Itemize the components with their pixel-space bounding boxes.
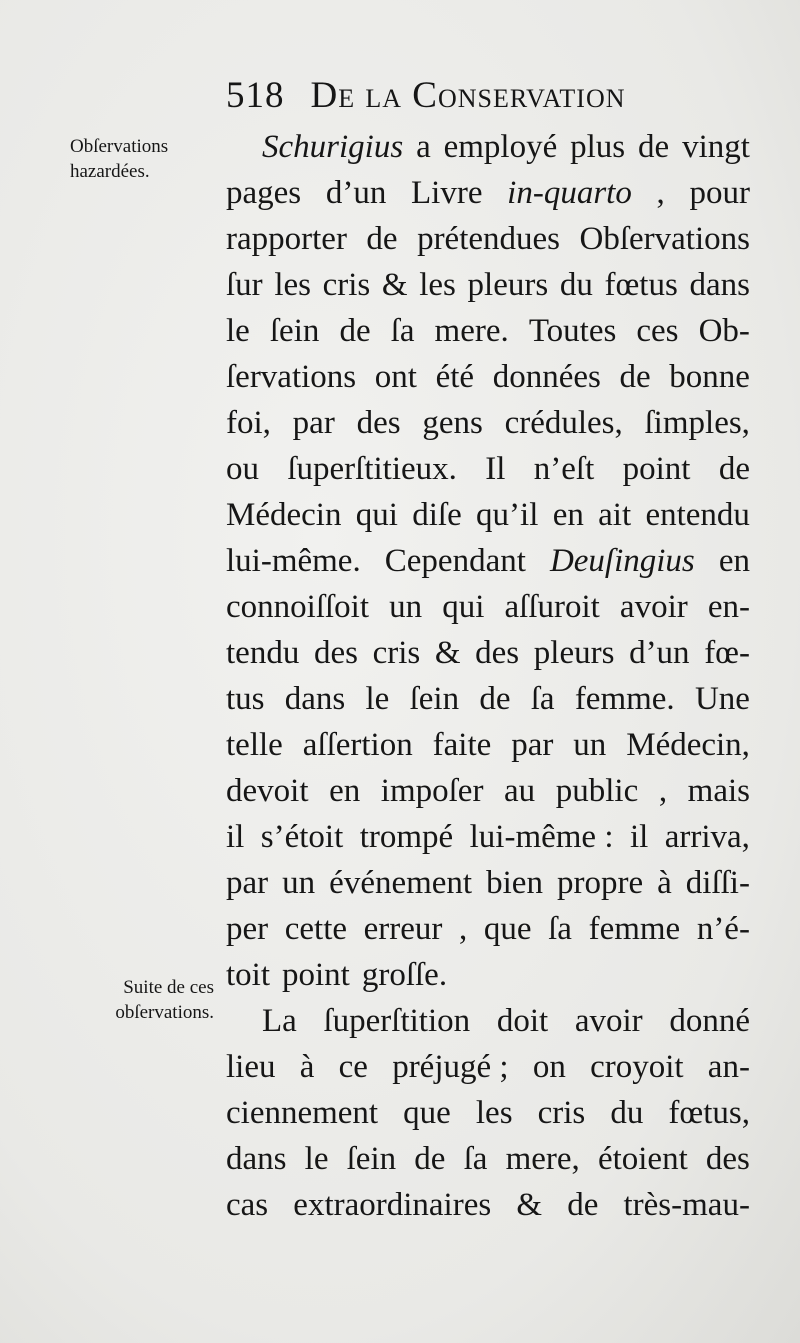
word: le xyxy=(365,681,390,717)
text-line xyxy=(226,998,750,1044)
margin-note-line: obſervations. xyxy=(115,1002,214,1023)
word: donné xyxy=(669,1003,750,1039)
word: devoit xyxy=(226,773,309,809)
word: qu’il xyxy=(476,497,539,533)
word: impoſer xyxy=(380,773,484,809)
word: La xyxy=(262,1003,297,1039)
word: du xyxy=(610,1095,644,1131)
word: toit xyxy=(226,957,271,993)
word: erreur xyxy=(363,911,443,947)
word: mais xyxy=(687,773,750,809)
word: fœtus xyxy=(604,267,678,303)
word: prétendues xyxy=(417,221,561,257)
word: per xyxy=(226,911,269,947)
word: & xyxy=(434,635,461,671)
word: , xyxy=(658,773,668,809)
word: foi, xyxy=(226,405,271,441)
word: Médecin, xyxy=(626,727,750,763)
text-line xyxy=(226,1136,750,1182)
word: en xyxy=(552,497,584,533)
word: extraordinaires xyxy=(293,1187,492,1223)
word: du xyxy=(559,267,593,303)
word: bonne xyxy=(669,359,750,395)
word: dans xyxy=(226,1141,287,1177)
word: de xyxy=(567,1187,599,1223)
word: à xyxy=(657,865,672,901)
word: été xyxy=(435,359,475,395)
word: ſur xyxy=(226,267,263,303)
text-line xyxy=(226,492,750,538)
word: de xyxy=(414,1141,446,1177)
word: fœ- xyxy=(704,635,750,671)
word: ſein xyxy=(409,681,460,717)
margin-note-line: Obſervations xyxy=(70,136,169,157)
word: dans xyxy=(689,267,750,303)
word: on xyxy=(532,1049,566,1085)
text-line xyxy=(226,860,750,906)
word: très-mau- xyxy=(623,1187,750,1223)
word: les xyxy=(419,267,456,303)
word: il xyxy=(629,819,649,855)
word: par xyxy=(226,865,269,901)
word: & xyxy=(381,267,408,303)
word: a xyxy=(416,129,431,165)
word: avoir xyxy=(574,1003,643,1039)
word: de xyxy=(479,681,511,717)
word: n’é- xyxy=(696,911,750,947)
word: femme xyxy=(588,911,681,947)
word: pages xyxy=(226,175,302,211)
word: qui xyxy=(355,497,398,533)
word: , xyxy=(656,175,665,211)
word: de xyxy=(619,359,651,395)
word: ſa xyxy=(390,313,415,349)
word: qui xyxy=(442,589,485,625)
margin-note-line: Suite de ces xyxy=(123,977,214,998)
word: Toutes xyxy=(528,313,617,349)
text-line xyxy=(226,354,750,400)
word: lui-même : xyxy=(469,819,614,855)
word: mere. xyxy=(434,313,509,349)
word: des xyxy=(475,635,520,671)
word: trompé xyxy=(359,819,454,855)
word: point xyxy=(622,451,691,487)
word: Schurigius xyxy=(262,129,404,165)
text-line xyxy=(226,216,750,262)
text-line xyxy=(226,676,750,722)
text-line xyxy=(226,170,750,216)
word: croyoit xyxy=(590,1049,684,1085)
word: un xyxy=(573,727,607,763)
word: le xyxy=(226,313,250,349)
word: un xyxy=(282,865,316,901)
word: Deuſingius xyxy=(549,543,695,579)
word: les xyxy=(475,1095,513,1131)
word: cas xyxy=(226,1187,269,1223)
word: pleurs xyxy=(467,267,549,303)
word: ſein xyxy=(346,1141,397,1177)
text-line xyxy=(226,308,750,354)
text-line xyxy=(226,262,750,308)
word: cette xyxy=(284,911,348,947)
word: propre xyxy=(556,865,644,901)
word: aſſertion xyxy=(302,727,413,763)
word: doit xyxy=(496,1003,549,1039)
text-line xyxy=(226,584,750,630)
word: ſa xyxy=(530,681,555,717)
word: de xyxy=(366,221,398,257)
word: n’eſt xyxy=(533,451,595,487)
word: les xyxy=(274,267,311,303)
body-text xyxy=(226,124,750,1228)
word: ciennement xyxy=(226,1095,379,1131)
word: Obſervations xyxy=(579,221,750,257)
word: données xyxy=(492,359,601,395)
word: que xyxy=(483,911,532,947)
margin-note-2 xyxy=(74,975,214,1025)
word: ſimples, xyxy=(644,405,750,441)
word: de xyxy=(339,313,371,349)
word: ſuperſtitieux. xyxy=(287,451,457,487)
word: plus xyxy=(570,129,626,165)
word: an- xyxy=(707,1049,750,1085)
word: public xyxy=(555,773,639,809)
text-line xyxy=(226,1182,750,1228)
word: point xyxy=(282,957,350,993)
word: des xyxy=(705,1141,750,1177)
word: de xyxy=(718,451,750,487)
word: il xyxy=(226,819,245,855)
word: lui-même. xyxy=(226,543,361,579)
word: d’un xyxy=(629,635,690,671)
word: au xyxy=(504,773,536,809)
word: en- xyxy=(707,589,750,625)
word: femme. xyxy=(574,681,675,717)
word: Ob- xyxy=(698,313,750,349)
word: aſſuroit xyxy=(504,589,600,625)
word: groſſe. xyxy=(361,957,448,993)
text-line xyxy=(226,446,750,492)
page-number: 518 xyxy=(226,75,285,116)
text-line xyxy=(226,124,750,170)
text-line xyxy=(226,814,750,860)
text-line xyxy=(226,630,750,676)
margin-note-1 xyxy=(70,134,220,184)
word: & xyxy=(516,1187,543,1223)
word: par xyxy=(292,405,335,441)
word: in-quarto xyxy=(507,175,632,211)
text-line xyxy=(226,768,750,814)
text-line xyxy=(226,538,750,584)
word: fœtus, xyxy=(668,1095,750,1131)
word: avoir xyxy=(619,589,688,625)
word: préjugé ; xyxy=(392,1049,509,1085)
word: pleurs xyxy=(533,635,615,671)
word: ſa xyxy=(463,1141,488,1177)
word: des xyxy=(313,635,358,671)
word: faite xyxy=(432,727,492,763)
word: ait xyxy=(598,497,632,533)
word: entendu xyxy=(645,497,750,533)
word: le xyxy=(304,1141,329,1177)
text-line xyxy=(226,906,750,952)
word: connoiſſoit xyxy=(226,589,369,625)
word: d’un xyxy=(325,175,387,211)
word: Une xyxy=(694,681,750,717)
word: cris xyxy=(322,267,371,303)
word: un xyxy=(389,589,423,625)
word: diſe xyxy=(412,497,462,533)
running-header xyxy=(226,74,686,117)
word: événement xyxy=(329,865,473,901)
word: ſein xyxy=(269,313,320,349)
word: crédules, xyxy=(504,405,623,441)
word: dans xyxy=(284,681,346,717)
word: pour xyxy=(689,175,750,211)
word: de xyxy=(638,129,670,165)
word: étoient xyxy=(597,1141,688,1177)
text-line xyxy=(226,952,750,998)
word: , xyxy=(459,911,468,947)
word: Livre xyxy=(411,175,483,211)
text-line xyxy=(226,722,750,768)
word: cris xyxy=(537,1095,586,1131)
text-line xyxy=(226,1090,750,1136)
word: en xyxy=(329,773,361,809)
text-line xyxy=(226,1044,750,1090)
word: ſervations xyxy=(226,359,357,395)
word: Il xyxy=(485,451,506,487)
word: vingt xyxy=(682,129,750,165)
word: bien xyxy=(486,865,543,901)
word: telle xyxy=(226,727,283,763)
word: cris xyxy=(372,635,421,671)
word: ſa xyxy=(548,911,572,947)
word: par xyxy=(511,727,554,763)
word: ce xyxy=(338,1049,368,1085)
word: arriva, xyxy=(664,819,750,855)
word: en xyxy=(718,543,750,579)
word: à xyxy=(299,1049,315,1085)
running-title: De la Conservation xyxy=(310,75,626,116)
word: ou xyxy=(226,451,259,487)
word: Cependant xyxy=(384,543,526,579)
word: diſſi- xyxy=(685,865,750,901)
text-line xyxy=(226,400,750,446)
word: ces xyxy=(636,313,679,349)
word: s’étoit xyxy=(260,819,344,855)
word: mere, xyxy=(505,1141,580,1177)
word: Médecin xyxy=(226,497,342,533)
word: tus xyxy=(226,681,265,717)
word: employé xyxy=(443,129,558,165)
word: gens xyxy=(422,405,483,441)
word: ont xyxy=(374,359,417,395)
margin-note-line: hazardées. xyxy=(70,161,150,182)
word: rapporter xyxy=(226,221,347,257)
word: que xyxy=(403,1095,451,1131)
word: des xyxy=(356,405,401,441)
word: lieu xyxy=(226,1049,276,1085)
word: tendu xyxy=(226,635,300,671)
word: ſuperſtition xyxy=(323,1003,471,1039)
